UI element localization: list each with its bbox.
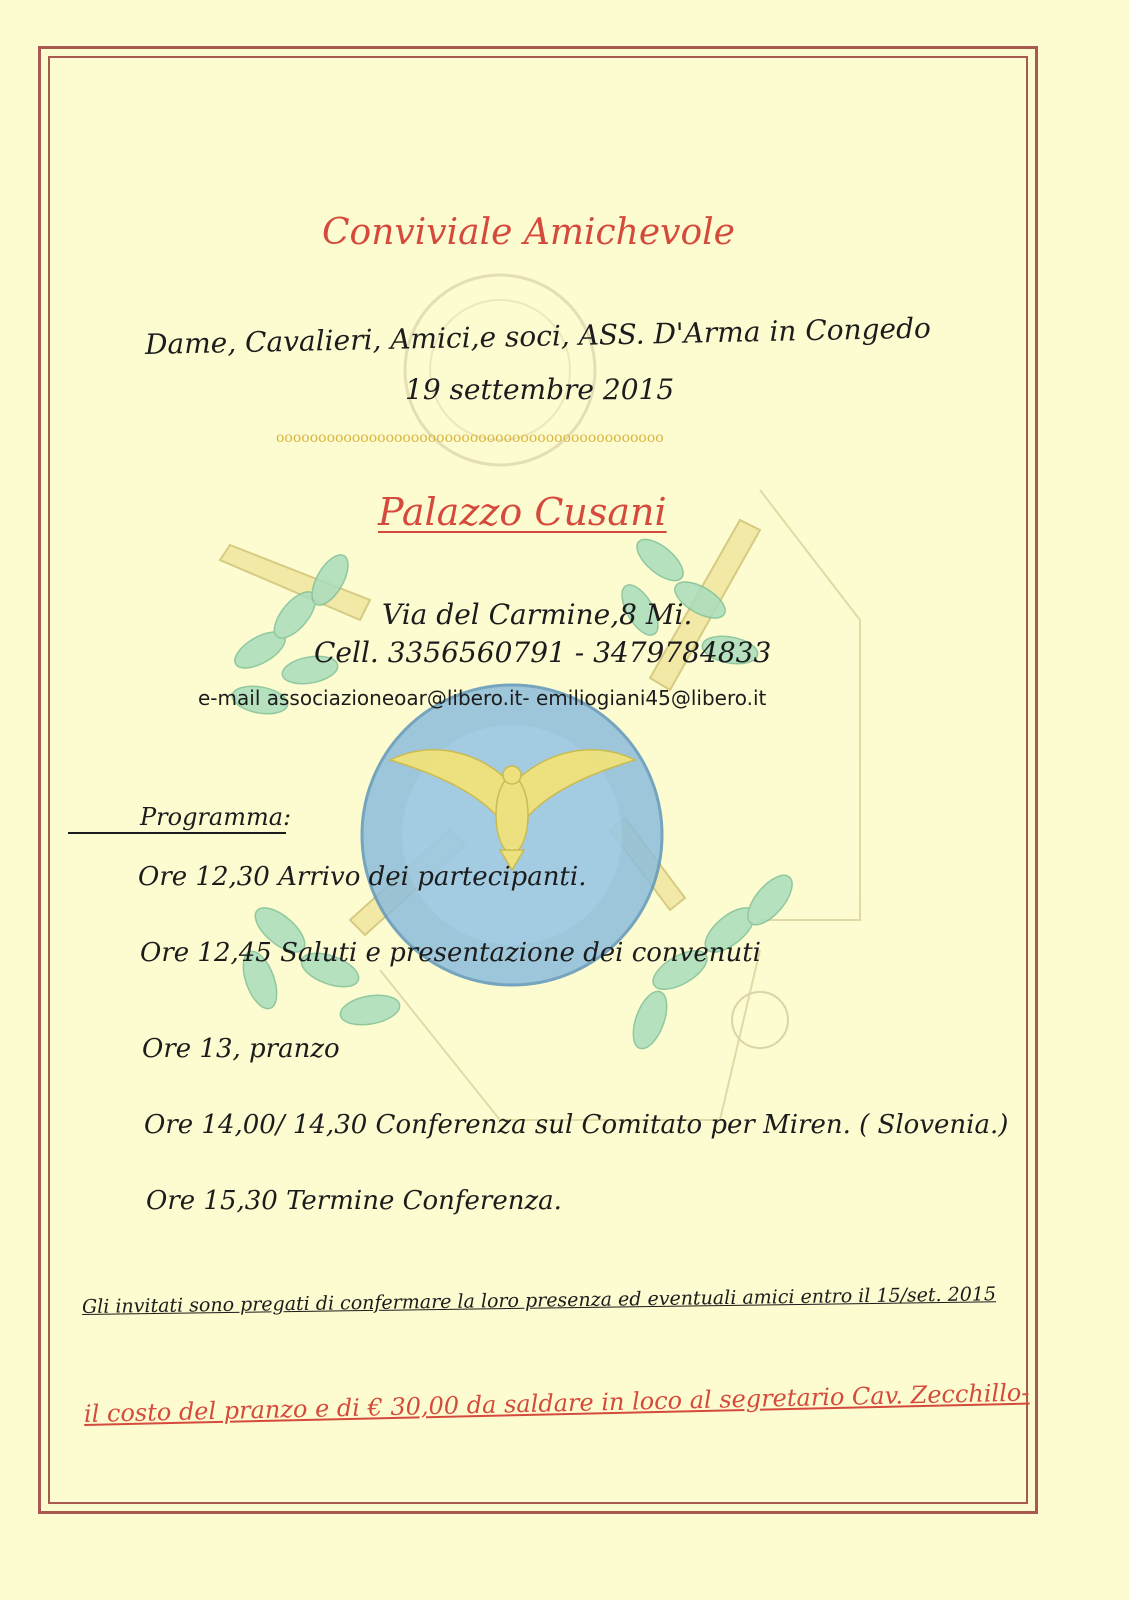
program-item: Ore 12,30 Arrivo dei partecipanti. [138, 862, 587, 892]
program-item: Ore 12,45 Saluti e presentazione dei convenuti [140, 938, 761, 968]
venue-name: Palazzo Cusani [378, 490, 667, 534]
decorative-divider: oooooooooooooooooooooooooooooooooooooooooooooo [276, 430, 664, 446]
invitation-title: Conviviale Amichevole [322, 212, 735, 253]
program-item: Ore 13, pranzo [142, 1034, 340, 1064]
program-item: Ore 14,00/ 14,30 Conferenza sul Comitato per Miren. ( Slovenia.) [144, 1110, 1009, 1140]
contact-phones: Cell. 3356560791 - 3479784833 [314, 636, 772, 669]
venue-address: Via del Carmine,8 Mi. [382, 598, 693, 631]
program-item: Ore 15,30 Termine Conferenza. [146, 1186, 562, 1216]
contact-email: e-mail associazioneoar@libero.it- emiliogiani45@libero.it [198, 686, 767, 710]
program-heading: Programma: [140, 803, 292, 831]
rsvp-note: Gli invitati sono pregati di confermare la loro presenza ed eventuali amici entro il 15/set. 2015 [81, 1283, 997, 1318]
lunch-cost-note: il costo del pranzo e di € 30,00 da saldare in loco al segretario Cav. Zecchillo- [83, 1378, 1030, 1428]
invitation-subtitle: Dame, Cavalieri, Amici,e soci, ASS. D'Arma in Congedo [144, 311, 932, 361]
event-date: 19 settembre 2015 [405, 373, 675, 406]
program-underline [68, 832, 286, 834]
